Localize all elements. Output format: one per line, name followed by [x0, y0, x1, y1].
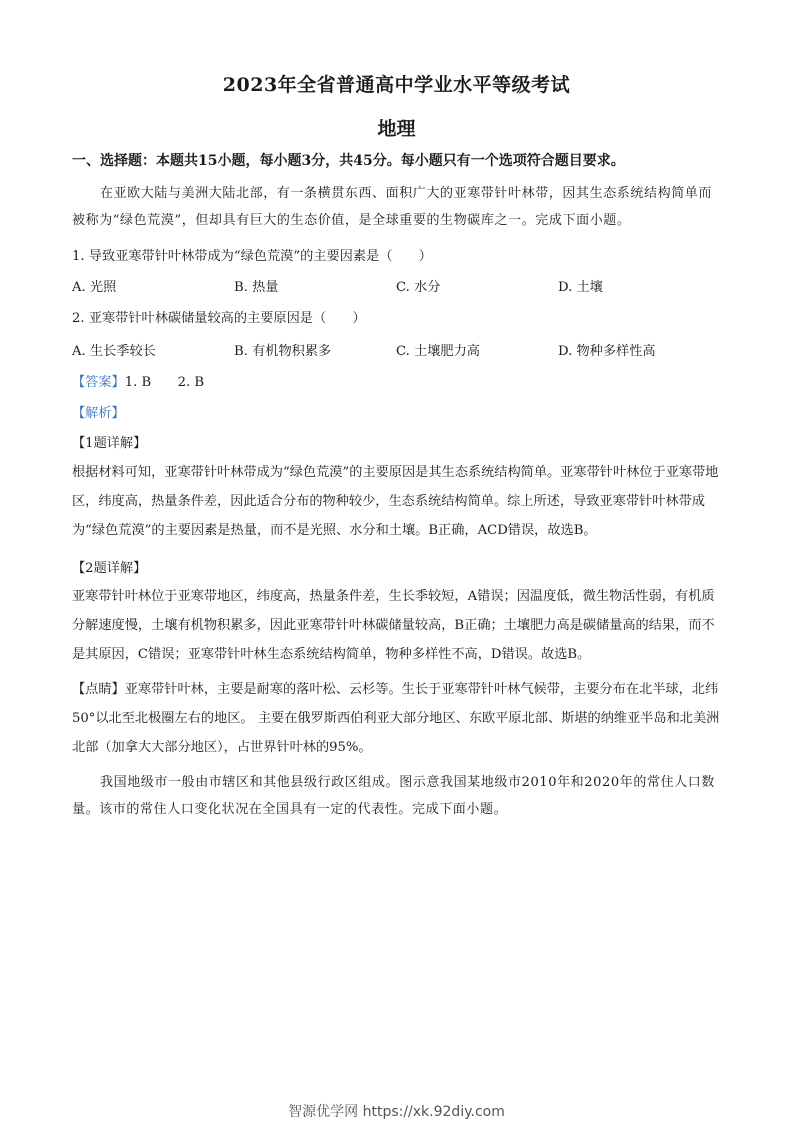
footer-watermark: 智源优学网 https://xk.92diy.com — [288, 1104, 505, 1120]
question-1-stem: 1. 导致亚寒带针叶林带成为“绿色荒漠”的主要因素是（ ） — [72, 249, 432, 264]
question-2-stem: 2. 亚寒带针叶林碳储量较高的主要原因是（ ） — [72, 311, 366, 326]
subject-title: 地理 — [377, 118, 416, 140]
detail-2-text: 亚寒带针叶林位于亚寒带地区，纬度高，热量条件差，生长季较短，A错误；因温度低，微生物活性弱，有机质分解速度慢，土壤有机物积累多，因此亚寒带针叶林碳储量较高，B正确；土壤肥力高是碳储量高的结果，而不是其原因，C错误；亚寒带针叶林生态系统结构简单，物种多样性不高，D错误。故选B。 — [72, 589, 715, 662]
section-heading: 一、选择题：本题共15小题，每小题3分，共45分。每小题只有一个选项符合题目要求。 — [72, 153, 625, 169]
analysis-label: 【解析】 — [72, 406, 125, 421]
answer-value: 1. B 2. B — [124, 375, 205, 390]
detail-1-heading: 【1题详解】 — [72, 436, 147, 451]
note-text: 亚寒带针叶林，主要是耐寒的落叶松、云杉等。生长于亚寒带针叶林气候带，主要分布在北半球，北纬50°以北至北极圈左右的地区。 主要在俄罗斯西伯利亚大部分地区、东欧平原北部、斯堪的纳维亚半岛和北美洲北部（加拿大大部分地区），占世界针叶林的95%。 — [72, 682, 720, 755]
note-block — [72, 675, 724, 762]
question-1-option-a: A. 光照 — [72, 280, 117, 295]
exam-title: 2023年全省普通高中学业水平等级考试 — [222, 74, 571, 96]
question-1-option-d: D. 土壤 — [558, 280, 603, 295]
question-2-option-a: A. 生长季较长 — [72, 344, 156, 359]
answer-line — [72, 371, 204, 390]
detail-2-heading: 【2题详解】 — [72, 561, 147, 576]
note-label: 【点睛】 — [72, 682, 125, 697]
passage-2: 我国地级市一般由市辖区和其他县级行政区组成。图示意我国某地级市2010年和2020年的常住人口数量。该市的常住人口变化状况在全国具有一定的代表性。完成下面小题。 — [72, 775, 715, 817]
question-1-option-c: C. 水分 — [396, 280, 441, 295]
question-2-option-c: C. 土壤肥力高 — [396, 344, 480, 359]
question-2-option-b: B. 有机物积累多 — [234, 344, 332, 359]
question-1-option-b: B. 热量 — [234, 280, 279, 295]
detail-1-text: 根据材料可知，亚寒带针叶林带成为“绿色荒漠”的主要原因是其生态系统结构简单。亚寒带针叶林位于亚寒带地区，纬度高，热量条件差，因此适合分布的物种较少，生态系统结构简单。综上所述，导致亚寒带针叶林带成为“绿色荒漠”的主要因素是热量，而不是光照、水分和土壤。B正确，ACD错误，故选B。 — [72, 465, 719, 538]
answer-label: 【答案】 — [72, 375, 125, 390]
question-2-option-d: D. 物种多样性高 — [558, 344, 656, 359]
passage-1: 在亚欧大陆与美洲大陆北部，有一条横贯东西、面积广大的亚寒带针叶林带，因其生态系统结构简单而被称为“绿色荒漠”，但却具有巨大的生态价值，是全球重要的生物碳库之一。完成下面小题。 — [72, 186, 713, 228]
